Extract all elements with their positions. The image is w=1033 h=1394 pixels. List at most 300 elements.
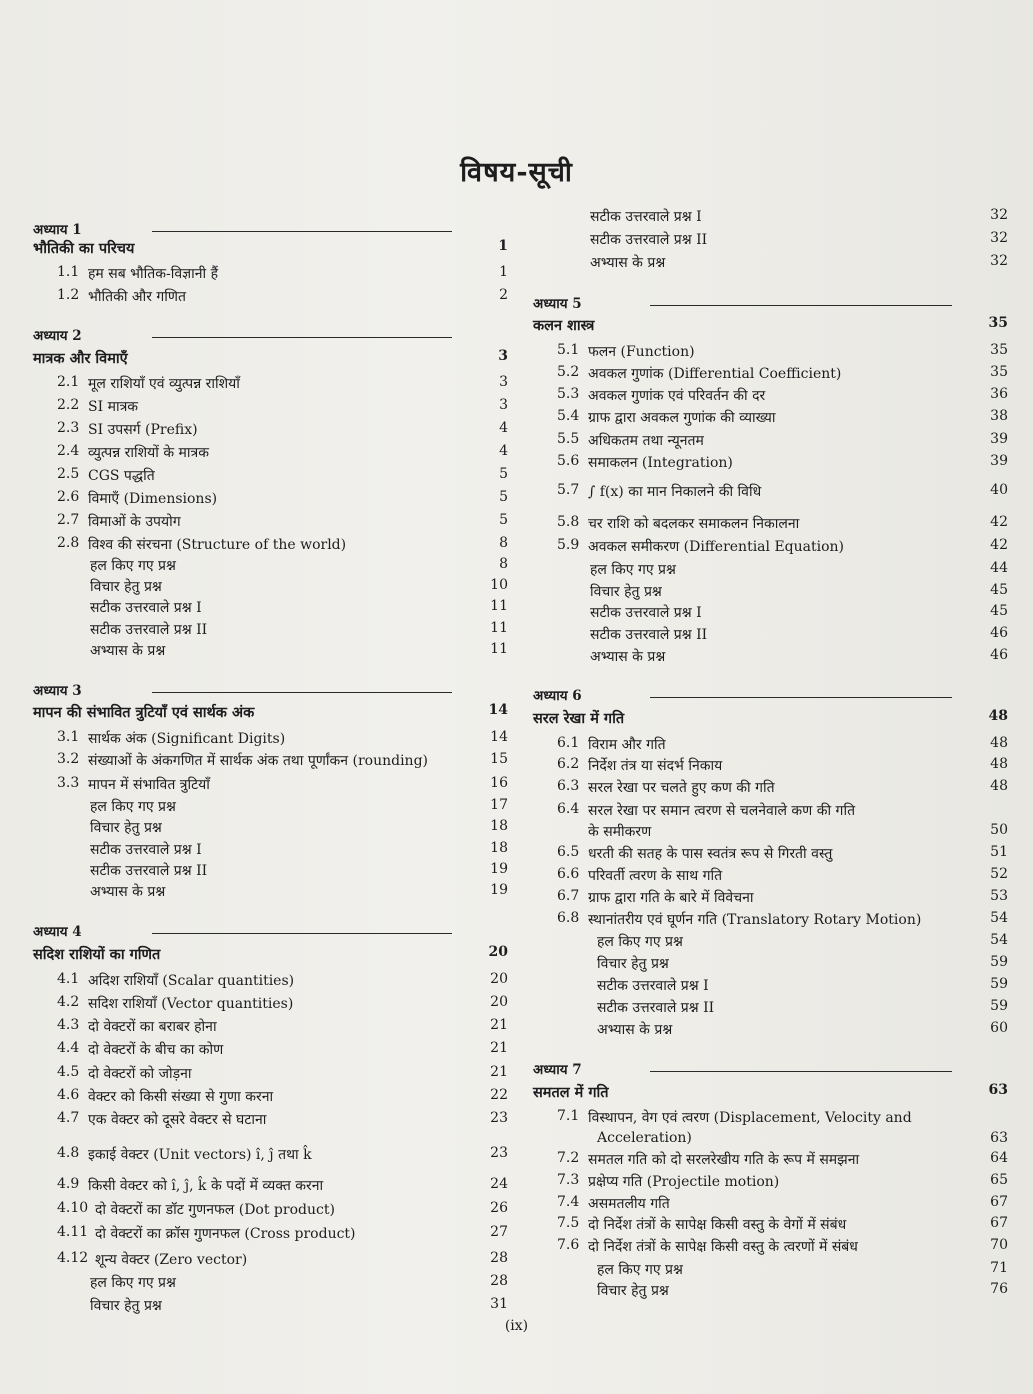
- entry-page-number: 52: [990, 866, 1008, 882]
- entry-page-number: 2: [499, 287, 508, 303]
- entry-page-number: 32: [990, 207, 1008, 223]
- section-number: 4.6: [57, 1087, 80, 1103]
- entry-title: सरल रेखा पर चलते हुए कण की गति: [588, 780, 775, 796]
- entry-title: सरल रेखा में गति: [533, 710, 625, 727]
- toc-section-entry[interactable]: [30, 489, 508, 511]
- chapter-rule: [152, 933, 452, 934]
- section-number: 4.4: [57, 1040, 80, 1056]
- toc-exercise-entry[interactable]: [530, 582, 1008, 604]
- entry-page-number: 19: [490, 882, 508, 898]
- toc-exercise-entry[interactable]: [30, 818, 508, 840]
- toc-exercise-entry[interactable]: [530, 560, 1008, 582]
- entry-title: सदिश राशियाँ (Vector quantities): [88, 996, 294, 1012]
- toc-chapter-entry[interactable]: [30, 702, 508, 724]
- toc-section-entry[interactable]: [30, 1176, 508, 1198]
- entry-title: सरल रेखा पर समान त्वरण से चलनेवाले कण की गति: [588, 803, 856, 819]
- entry-page-number: 4: [499, 443, 508, 459]
- section-number: 2.8: [57, 535, 80, 551]
- entry-page-number: 3: [498, 348, 508, 364]
- toc-section-entry[interactable]: [530, 1108, 1008, 1130]
- entry-title: भौतिकी और गणित: [88, 289, 187, 305]
- entry-title: निर्देश तंत्र या संदर्भ निकाय: [588, 758, 723, 774]
- toc-section-entry[interactable]: [530, 888, 1008, 910]
- entry-page-number: 27: [490, 1224, 508, 1240]
- entry-page-number: 53: [990, 888, 1008, 904]
- page-number: (ix): [504, 1318, 529, 1334]
- entry-title: ∫ f(x) का मान निकालने की विधि: [588, 484, 762, 500]
- section-number: 5.8: [557, 514, 580, 530]
- entry-title: विमाओं के उपयोग: [88, 514, 181, 530]
- entry-page-number: 64: [990, 1150, 1008, 1166]
- toc-chapter-entry[interactable]: [30, 348, 508, 370]
- entry-title: संख्याओं के अंकगणित में सार्थक अंक तथा पूर्णांकन (rounding): [88, 753, 428, 769]
- toc-section-entry[interactable]: [30, 1145, 508, 1167]
- entry-page-number: 24: [490, 1176, 508, 1192]
- entry-page-number: 59: [990, 954, 1008, 970]
- toc-section-entry[interactable]: [530, 778, 1008, 800]
- entry-title: विश्व की संरचना (Structure of the world): [88, 537, 347, 553]
- entry-title: अदिश राशियाँ (Scalar quantities): [88, 973, 295, 989]
- entry-page-number: 23: [490, 1145, 508, 1161]
- toc-section-entry[interactable]: [530, 735, 1008, 757]
- section-number: 6.6: [557, 866, 580, 882]
- page-title: विषय-सूची: [460, 157, 573, 188]
- entry-title: दो वेक्टरों का क्रॉस गुणनफल (Cross product): [95, 1226, 356, 1242]
- toc-section-entry[interactable]: [530, 386, 1008, 408]
- chapter-number: अध्याय 6: [533, 688, 582, 704]
- toc-chapter-entry[interactable]: [530, 708, 1008, 730]
- entry-page-number: 3: [499, 397, 508, 413]
- toc-section-entry[interactable]: [530, 801, 1008, 823]
- section-number: 2.7: [57, 512, 80, 528]
- entry-page-number: 39: [990, 453, 1008, 469]
- toc-section-entry[interactable]: [30, 1040, 508, 1062]
- chapter-rule: [152, 692, 452, 693]
- section-number: 1.1: [57, 264, 80, 280]
- toc-chapter-entry[interactable]: [530, 315, 1008, 337]
- toc-exercise-entry[interactable]: [30, 840, 508, 862]
- toc-exercise-entry[interactable]: [30, 598, 508, 620]
- toc-exercise-entry[interactable]: [530, 1020, 1008, 1042]
- entry-title: सटीक उत्तरवाले प्रश्न II: [590, 232, 708, 248]
- chapter-number: अध्याय 4: [33, 924, 82, 940]
- section-number: 7.6: [557, 1237, 580, 1253]
- toc-section-entry[interactable]: [30, 1250, 508, 1272]
- entry-title: अवकल गुणांक (Differential Coefficient): [588, 366, 842, 382]
- toc-section-entry[interactable]: [30, 264, 508, 286]
- toc-exercise-entry[interactable]: [530, 207, 1008, 229]
- entry-page-number: 67: [990, 1194, 1008, 1210]
- section-number: 4.7: [57, 1110, 80, 1126]
- chapter-rule: [650, 697, 952, 698]
- section-number: 5.1: [557, 342, 580, 358]
- entry-title: सटीक उत्तरवाले प्रश्न I: [597, 978, 709, 994]
- entry-title: समतल में गति: [533, 1084, 609, 1101]
- toc-exercise-entry[interactable]: [530, 1260, 1008, 1282]
- entry-title: अभ्यास के प्रश्न: [90, 643, 166, 659]
- toc-chapter-entry[interactable]: [30, 944, 508, 966]
- toc-section-entry[interactable]: [30, 729, 508, 751]
- section-number: 6.8: [557, 910, 580, 926]
- entry-title: समतल गति को दो सरलरेखीय गति के रूप में समझना: [588, 1152, 860, 1168]
- section-number: 4.10: [57, 1200, 89, 1216]
- entry-page-number: 45: [990, 582, 1008, 598]
- entry-page-number: 3: [499, 374, 508, 390]
- toc-exercise-entry[interactable]: [530, 647, 1008, 669]
- entry-page-number: 21: [490, 1017, 508, 1033]
- entry-page-number: 46: [990, 647, 1008, 663]
- chapter-rule: [152, 337, 452, 338]
- section-number: 7.3: [557, 1172, 580, 1188]
- toc-section-entry[interactable]: [30, 397, 508, 419]
- entry-title: हल किए गए प्रश्न: [90, 1275, 176, 1291]
- entry-page-number: 42: [990, 537, 1008, 553]
- entry-page-number: 46: [990, 625, 1008, 641]
- entry-page-number: 48: [990, 778, 1008, 794]
- toc-section-entry[interactable]: [30, 1224, 508, 1246]
- entry-page-number: 63: [988, 1082, 1008, 1098]
- toc-section-entry[interactable]: [530, 342, 1008, 364]
- toc-section-entry[interactable]: [30, 287, 508, 309]
- toc-section-entry[interactable]: [530, 1194, 1008, 1216]
- entry-page-number: 50: [990, 822, 1008, 838]
- entry-title: दो वेक्टरों का डॉट गुणनफल (Dot product): [95, 1202, 335, 1218]
- entry-title: स्थानांतरीय एवं घूर्णन गति (Translatory Rotary Motion): [588, 912, 922, 928]
- chapter-label: [530, 686, 1008, 706]
- entry-title: विचार हेतु प्रश्न: [597, 956, 669, 972]
- section-number: 2.6: [57, 489, 80, 505]
- entry-title: सटीक उत्तरवाले प्रश्न I: [590, 605, 702, 621]
- entry-title: अधिकतम तथा न्यूनतम: [588, 433, 704, 449]
- entry-page-number: 5: [499, 466, 508, 482]
- toc-exercise-entry[interactable]: [530, 230, 1008, 252]
- entry-page-number: 48: [990, 756, 1008, 772]
- entry-page-number: 71: [990, 1260, 1008, 1276]
- entry-title: विचार हेतु प्रश्न: [90, 820, 162, 836]
- toc-section-entry[interactable]: [530, 514, 1008, 536]
- section-number: 6.2: [557, 756, 580, 772]
- entry-page-number: 8: [499, 556, 508, 572]
- toc-section-entry[interactable]: [30, 994, 508, 1016]
- entry-title: विमाएँ (Dimensions): [88, 491, 218, 507]
- entry-page-number: 76: [990, 1281, 1008, 1297]
- section-number: 4.1: [57, 971, 80, 987]
- chapter-label: [30, 326, 508, 346]
- section-number: 6.7: [557, 888, 580, 904]
- toc-section-entry[interactable]: [30, 443, 508, 465]
- section-number: 3.2: [57, 751, 80, 767]
- entry-page-number: 54: [990, 932, 1008, 948]
- toc-section-entry[interactable]: [30, 420, 508, 442]
- entry-page-number: 67: [990, 1215, 1008, 1231]
- section-number: 1.2: [57, 287, 80, 303]
- toc-exercise-entry[interactable]: [30, 641, 508, 663]
- entry-title: SI मात्रक: [88, 399, 139, 415]
- entry-page-number: 23: [490, 1110, 508, 1126]
- toc-chapter-entry[interactable]: [530, 1082, 1008, 1104]
- section-number: 6.1: [557, 735, 580, 751]
- toc-section-entry[interactable]: [530, 756, 1008, 778]
- toc-section-entry[interactable]: [530, 453, 1008, 475]
- section-number: 5.5: [557, 431, 580, 447]
- entry-title: दो वेक्टरों के बीच का कोण: [88, 1042, 224, 1058]
- toc-exercise-entry[interactable]: [30, 577, 508, 599]
- chapter-rule: [650, 305, 952, 306]
- toc-section-entry[interactable]: [530, 408, 1008, 430]
- chapter-label: [30, 922, 508, 942]
- toc-section-entry[interactable]: [530, 1172, 1008, 1194]
- toc-section-entry[interactable]: [530, 1150, 1008, 1172]
- entry-page-number: 28: [490, 1273, 508, 1289]
- section-number: 4.8: [57, 1145, 80, 1161]
- section-number: 7.2: [557, 1150, 580, 1166]
- entry-page-number: 20: [488, 944, 508, 960]
- entry-page-number: 51: [990, 844, 1008, 860]
- section-number: 2.1: [57, 374, 80, 390]
- entry-title: सटीक उत्तरवाले प्रश्न II: [590, 627, 708, 643]
- toc-section-entry[interactable]: [30, 466, 508, 488]
- entry-page-number: 19: [490, 861, 508, 877]
- entry-title: विचार हेतु प्रश्न: [597, 1283, 669, 1299]
- entry-page-number: 26: [490, 1200, 508, 1216]
- chapter-label: [530, 1060, 1008, 1080]
- chapter-label: [30, 220, 508, 240]
- section-number: 2.3: [57, 420, 80, 436]
- entry-page-number: 63: [990, 1130, 1008, 1146]
- entry-title: एक वेक्टर को दूसरे वेक्टर से घटाना: [88, 1112, 267, 1128]
- entry-title: समाकलन (Integration): [588, 455, 733, 471]
- toc-section-entry[interactable]: [30, 512, 508, 534]
- entry-title: ग्राफ द्वारा अवकल गुणांक की व्याख्या: [588, 410, 776, 426]
- toc-section-entry[interactable]: [30, 775, 508, 797]
- entry-page-number: 17: [490, 797, 508, 813]
- entry-title: कलन शास्त्र: [533, 317, 595, 334]
- toc-exercise-entry[interactable]: [530, 976, 1008, 998]
- toc-exercise-entry[interactable]: [30, 1273, 508, 1295]
- entry-page-number: 15: [490, 751, 508, 767]
- entry-title: SI उपसर्ग (Prefix): [88, 422, 198, 438]
- entry-page-number: 54: [990, 910, 1008, 926]
- entry-page-number: 10: [490, 577, 508, 593]
- entry-page-number: 5: [499, 512, 508, 528]
- toc-exercise-entry[interactable]: [530, 253, 1008, 275]
- toc-section-entry[interactable]: [30, 1017, 508, 1039]
- toc-section-entry[interactable]: [30, 1110, 508, 1132]
- entry-title: अवकल समीकरण (Differential Equation): [588, 539, 845, 555]
- entry-title: दो वेक्टरों को जोड़ना: [88, 1066, 192, 1082]
- entry-title: फलन (Function): [588, 344, 695, 360]
- entry-page-number: 11: [490, 641, 508, 657]
- entry-title: हम सब भौतिक-विज्ञानी हैं: [88, 266, 219, 282]
- entry-title: CGS पद्धति: [88, 468, 155, 484]
- entry-title: सटीक उत्तरवाले प्रश्न I: [90, 842, 202, 858]
- toc-section-entry[interactable]: [530, 364, 1008, 386]
- entry-title: अभ्यास के प्रश्न: [597, 1022, 673, 1038]
- entry-title: इकाई वेक्टर (Unit vectors) î, ĵ तथा k̂: [88, 1147, 312, 1163]
- section-number: 7.4: [557, 1194, 580, 1210]
- toc-entry-continuation[interactable]: [530, 822, 1008, 844]
- entry-page-number: 60: [990, 1020, 1008, 1036]
- section-number: 2.2: [57, 397, 80, 413]
- entry-title: दो निर्देश तंत्रों के सापेक्ष किसी वस्तु के वेगों में संबंध: [588, 1217, 847, 1233]
- section-number: 4.3: [57, 1017, 80, 1033]
- entry-page-number: 11: [490, 620, 508, 636]
- entry-title: भौतिकी का परिचय: [33, 240, 135, 257]
- entry-page-number: 1: [499, 264, 508, 280]
- entry-page-number: 21: [490, 1064, 508, 1080]
- entry-title: हल किए गए प्रश्न: [590, 562, 676, 578]
- entry-title: चर राशि को बदलकर समाकलन निकालना: [588, 516, 800, 532]
- toc-section-entry[interactable]: [530, 910, 1008, 932]
- entry-page-number: 1: [498, 238, 508, 254]
- entry-page-number: 48: [988, 708, 1008, 724]
- chapter-rule: [650, 1071, 952, 1072]
- entry-title: अभ्यास के प्रश्न: [90, 884, 166, 900]
- entry-page-number: 22: [490, 1087, 508, 1103]
- entry-title: वेक्टर को किसी संख्या से गुणा करना: [88, 1089, 274, 1105]
- entry-page-number: 20: [490, 971, 508, 987]
- toc-exercise-entry[interactable]: [30, 797, 508, 819]
- toc-section-entry[interactable]: [530, 844, 1008, 866]
- entry-title: हल किए गए प्रश्न: [90, 558, 176, 574]
- entry-page-number: 45: [990, 603, 1008, 619]
- entry-page-number: 35: [990, 342, 1008, 358]
- section-number: 5.2: [557, 364, 580, 380]
- entry-title: विचार हेतु प्रश्न: [90, 579, 162, 595]
- toc-section-entry[interactable]: [530, 431, 1008, 453]
- entry-page-number: 42: [990, 514, 1008, 530]
- toc-exercise-entry[interactable]: [530, 932, 1008, 954]
- section-number: 6.5: [557, 844, 580, 860]
- entry-title: Acceleration): [597, 1130, 692, 1146]
- section-number: 4.2: [57, 994, 80, 1010]
- section-number: 2.4: [57, 443, 80, 459]
- toc-chapter-entry[interactable]: [30, 238, 508, 260]
- entry-page-number: 48: [990, 735, 1008, 751]
- entry-title: अभ्यास के प्रश्न: [590, 255, 666, 271]
- entry-title: विचार हेतु प्रश्न: [590, 584, 662, 600]
- entry-title: व्युत्पन्न राशियों के मात्रक: [88, 445, 210, 461]
- toc-section-entry[interactable]: [30, 1200, 508, 1222]
- entry-page-number: 16: [490, 775, 508, 791]
- entry-title: विस्थापन, वेग एवं त्वरण (Displacement, Velocity and: [588, 1110, 912, 1126]
- toc-section-entry[interactable]: [530, 1237, 1008, 1259]
- chapter-label: [30, 681, 508, 701]
- entry-title: असमतलीय गति: [588, 1196, 670, 1212]
- chapter-number: अध्याय 3: [33, 683, 82, 699]
- section-number: 4.12: [57, 1250, 89, 1266]
- toc-exercise-entry[interactable]: [30, 1296, 508, 1318]
- section-number: 5.7: [557, 482, 580, 498]
- toc-section-entry[interactable]: [530, 482, 1008, 504]
- toc-exercise-entry[interactable]: [530, 1281, 1008, 1303]
- toc-section-entry[interactable]: [530, 866, 1008, 888]
- entry-title: मात्रक और विमाएँ: [33, 350, 128, 367]
- toc-exercise-entry[interactable]: [530, 998, 1008, 1020]
- entry-page-number: 35: [990, 364, 1008, 380]
- section-number: 4.9: [57, 1176, 80, 1192]
- toc-exercise-entry[interactable]: [30, 882, 508, 904]
- entry-page-number: 31: [490, 1296, 508, 1312]
- entry-title: सटीक उत्तरवाले प्रश्न I: [90, 600, 202, 616]
- toc-section-entry[interactable]: [30, 751, 508, 773]
- toc-section-entry[interactable]: [530, 1215, 1008, 1237]
- toc-section-entry[interactable]: [30, 1087, 508, 1109]
- entry-title: परिवर्ती त्वरण के साथ गति: [588, 868, 723, 884]
- toc-entry-continuation[interactable]: [530, 1130, 1008, 1152]
- entry-page-number: 44: [990, 560, 1008, 576]
- entry-page-number: 59: [990, 998, 1008, 1014]
- entry-page-number: 14: [488, 702, 508, 718]
- entry-page-number: 28: [490, 1250, 508, 1266]
- entry-title: सार्थक अंक (Significant Digits): [88, 731, 286, 747]
- entry-page-number: 39: [990, 431, 1008, 447]
- section-number: 4.5: [57, 1064, 80, 1080]
- toc-exercise-entry[interactable]: [30, 861, 508, 883]
- entry-title: दो वेक्टरों का बराबर होना: [88, 1019, 217, 1035]
- entry-page-number: 5: [499, 489, 508, 505]
- entry-page-number: 21: [490, 1040, 508, 1056]
- chapter-number: अध्याय 1: [33, 222, 82, 238]
- entry-title: दो निर्देश तंत्रों के सापेक्ष किसी वस्तु के त्वरणों में संबंध: [588, 1239, 858, 1255]
- entry-page-number: 18: [490, 840, 508, 856]
- section-number: 3.3: [57, 775, 80, 791]
- entry-title: मूल राशियाँ एवं व्युत्पन्न राशियाँ: [88, 376, 240, 392]
- toc-exercise-entry[interactable]: [30, 556, 508, 578]
- toc-exercise-entry[interactable]: [30, 620, 508, 642]
- chapter-number: अध्याय 2: [33, 328, 82, 344]
- section-number: 5.4: [557, 408, 580, 424]
- entry-page-number: 65: [990, 1172, 1008, 1188]
- chapter-number: अध्याय 7: [533, 1062, 582, 1078]
- entry-title: सदिश राशियों का गणित: [33, 946, 161, 963]
- toc-exercise-entry[interactable]: [530, 954, 1008, 976]
- entry-page-number: 8: [499, 535, 508, 551]
- entry-title: हल किए गए प्रश्न: [597, 934, 683, 950]
- section-number: 5.9: [557, 537, 580, 553]
- entry-title: सटीक उत्तरवाले प्रश्न I: [590, 209, 702, 225]
- section-number: 6.4: [557, 801, 580, 817]
- toc-exercise-entry[interactable]: [530, 625, 1008, 647]
- entry-page-number: 59: [990, 976, 1008, 992]
- entry-page-number: 18: [490, 818, 508, 834]
- toc-exercise-entry[interactable]: [530, 603, 1008, 625]
- entry-title: ग्राफ द्वारा गति के बारे में विवेचना: [588, 890, 754, 906]
- toc-section-entry[interactable]: [30, 971, 508, 993]
- entry-title: शून्य वेक्टर (Zero vector): [95, 1252, 248, 1268]
- entry-title: मापन की संभावित त्रुटियाँ एवं सार्थक अंक: [33, 704, 255, 721]
- entry-title: के समीकरण: [588, 824, 652, 840]
- toc-section-entry[interactable]: [30, 535, 508, 557]
- section-number: 6.3: [557, 778, 580, 794]
- entry-page-number: 20: [490, 994, 508, 1010]
- entry-title: मापन में संभावित त्रुटियाँ: [88, 777, 210, 793]
- entry-title: सटीक उत्तरवाले प्रश्न II: [90, 863, 208, 879]
- toc-section-entry[interactable]: [530, 537, 1008, 559]
- toc-section-entry[interactable]: [30, 1064, 508, 1086]
- section-number: 5.3: [557, 386, 580, 402]
- entry-page-number: 70: [990, 1237, 1008, 1253]
- toc-section-entry[interactable]: [30, 374, 508, 396]
- entry-page-number: 14: [490, 729, 508, 745]
- entry-page-number: 32: [990, 230, 1008, 246]
- entry-title: हल किए गए प्रश्न: [597, 1262, 683, 1278]
- section-number: 7.1: [557, 1108, 580, 1124]
- entry-page-number: 35: [988, 315, 1008, 331]
- entry-title: अभ्यास के प्रश्न: [590, 649, 666, 665]
- entry-title: सटीक उत्तरवाले प्रश्न II: [90, 622, 208, 638]
- section-number: 4.11: [57, 1224, 89, 1240]
